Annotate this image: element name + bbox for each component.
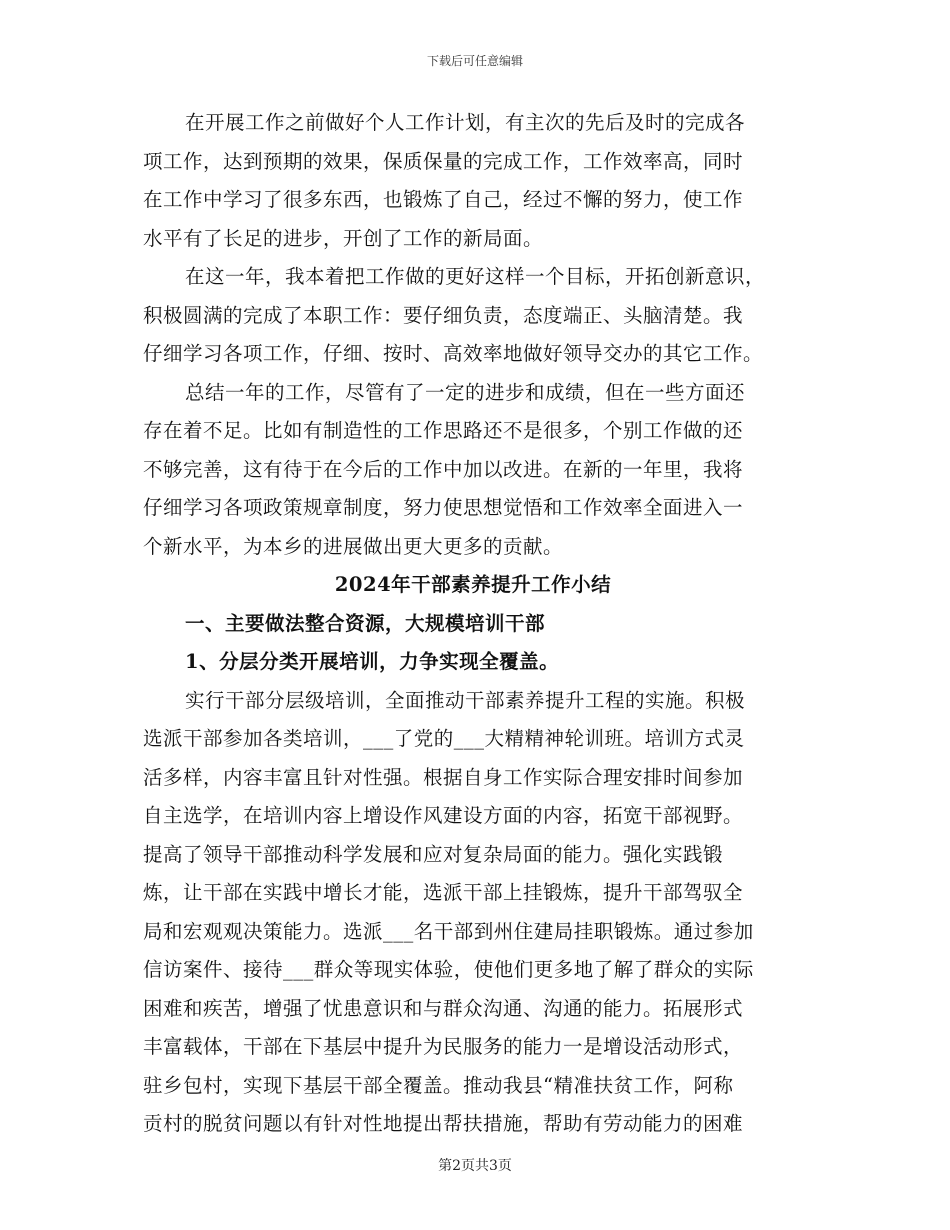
paragraph-line: 实行干部分层级培训，全面推动干部素养提升工程的实施。积极: [185, 688, 746, 712]
paragraph-line: 水平有了长足的进步，开创了工作的新局面。: [143, 226, 544, 250]
paragraph-line: 贡村的脱贫问题以有针对性地提出帮扶措施，帮助有劳动能力的困难: [143, 1112, 744, 1135]
paragraph-line: 活多样，内容丰富且针对性强。根据自身工作实际合理安排时间参加: [143, 765, 744, 789]
paragraph-2: [143, 258, 803, 374]
paragraph-line: 炼，让干部在实践中增长才能，选派干部上挂锻炼，提升干部驾驭全: [143, 881, 744, 904]
paragraph-line: 困难和疾苦，增强了忧患意识和与群众沟通、沟通的能力。拓展形式: [143, 996, 744, 1020]
paragraph-line: 存在着不足。比如有制造性的工作思路还不是很多，个别工作做的还: [143, 419, 744, 442]
paragraph-1: [143, 104, 803, 258]
paragraph-line: 自主选学，在培训内容上增设作风建设方面的内容，拓宽干部视野。: [143, 804, 744, 827]
paragraph-line: 丰富载体，干部在下基层中提升为民服务的能力一是增设活动形式，: [143, 1035, 744, 1058]
paragraph-line: 积极圆满的完成了本职工作：要仔细负责，态度端正、头脑清楚。我: [143, 303, 744, 327]
paragraph-line: 总结一年的工作，尽管有了一定的进步和成绩，但在一些方面还: [185, 380, 746, 404]
page-number-footer: 第2页共3页: [438, 1158, 512, 1174]
paragraph-line: 在这一年，我本着把工作做的更好这样一个目标，开拓创新意识，: [185, 265, 766, 288]
heading-level-2: 1、分层分类开展培训，力争实现全覆盖。: [185, 650, 560, 673]
section-title: 2024年干部素养提升工作小结: [334, 573, 612, 596]
paragraph-line: 信访案件、接待___群众等现实体验，使他们更多地了解了群众的实际: [143, 958, 754, 981]
paragraph-line: 局和宏观观决策能力。选派___名干部到州住建局挂职锻炼。通过参加: [143, 919, 754, 943]
heading-level-1: 一、主要做法整合资源，大规模培训干部: [185, 611, 546, 635]
paragraph-line: 仔细学习各项工作，仔细、按时、高效率地做好领导交办的其它工作。: [143, 342, 764, 365]
paragraph-line: 提高了领导干部推动科学发展和应对复杂局面的能力。强化实践锻: [143, 842, 724, 866]
paragraph-4: [143, 682, 803, 1144]
header-note: 下载后可任意编辑: [426, 54, 523, 68]
paragraph-line: 项工作，达到预期的效果，保质保量的完成工作，工作效率高，同时: [143, 149, 744, 173]
paragraph-3: [143, 374, 803, 567]
paragraph-line: 选派干部参加各类培训，___了党的___大精精神轮训班。培训方式灵: [143, 727, 745, 750]
paragraph-line: 不够完善，这有待于在今后的工作中加以改进。在新的一年里，我将: [143, 457, 744, 481]
paragraph-line: 在工作中学习了很多东西，也锻炼了自己，经过不懈的努力，使工作: [143, 188, 744, 211]
document-body: [143, 104, 803, 1144]
paragraph-line: 仔细学习各项政策规章制度，努力使思想觉悟和工作效率全面进入一: [143, 496, 744, 519]
paragraph-line: 个新水平，为本乡的进展做出更大更多的贡献。: [143, 534, 564, 558]
paragraph-line: 驻乡包村，实现下基层干部全覆盖。推动我县“精准扶贫工作，阿称: [143, 1073, 734, 1097]
paragraph-line: 在开展工作之前做好个人工作计划，有主次的先后及时的完成各: [185, 111, 746, 134]
